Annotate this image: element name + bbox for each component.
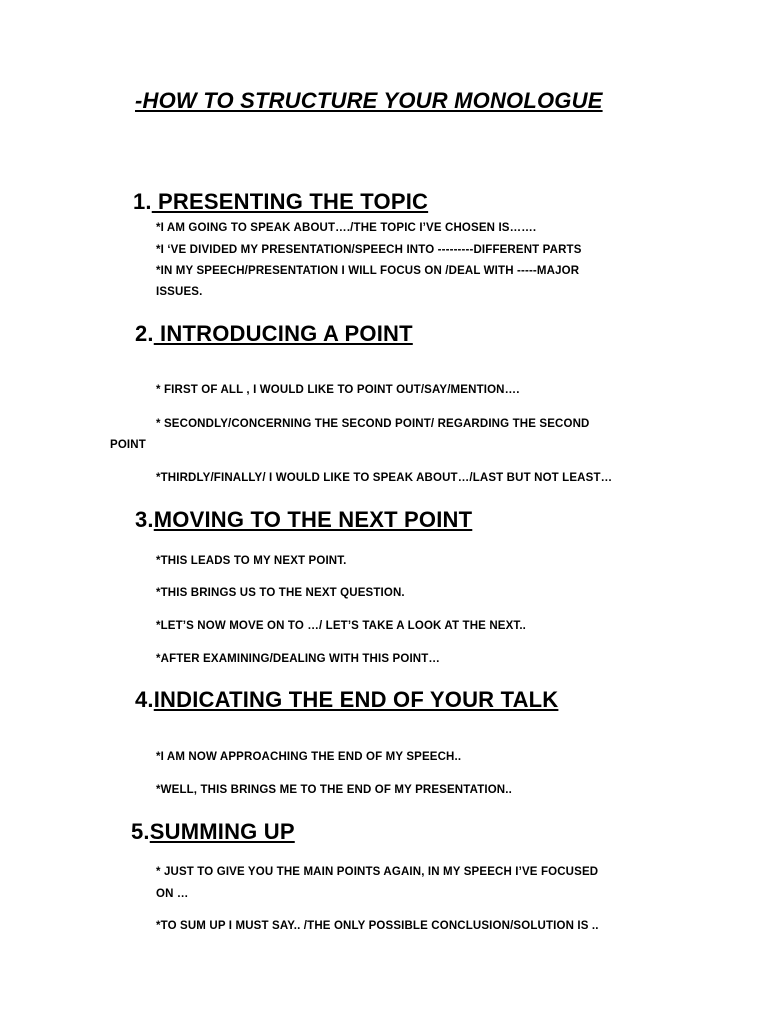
- section-2-number: 2.: [135, 321, 154, 346]
- section-4-number: 4.: [135, 687, 154, 712]
- page-title: -HOW TO STRUCTURE YOUR MONOLOGUE: [135, 88, 603, 113]
- section-3-line-3: *LET’S NOW MOVE ON TO …/ LET’S TAKE A LOOK AT THE NEXT..: [156, 620, 527, 632]
- section-5-number: 5.: [131, 819, 150, 844]
- section-5-line-2: ON …: [156, 888, 189, 900]
- section-4-line-2: *WELL, THIS BRINGS ME TO THE END OF MY PRESENTATION..: [156, 784, 512, 796]
- section-5-heading: [131, 819, 295, 845]
- section-3-number: 3.: [135, 507, 154, 532]
- section-1-line-4: ISSUES.: [156, 286, 203, 298]
- section-1-line-2: *I ‘VE DIVIDED MY PRESENTATION/SPEECH INTO ---------DIFFERENT PARTS: [156, 244, 582, 256]
- section-3-line-4: *AFTER EXAMINING/DEALING WITH THIS POINT…: [156, 653, 441, 665]
- section-3-title: MOVING TO THE NEXT POINT: [153, 507, 473, 532]
- section-1-number: 1.: [133, 189, 152, 214]
- section-4-title: INDICATING THE END OF YOUR TALK: [153, 687, 559, 712]
- section-4-line-1: *I AM NOW APPROACHING THE END OF MY SPEECH..: [156, 751, 462, 763]
- section-1-heading: [133, 189, 428, 215]
- section-4-heading: [135, 687, 558, 713]
- section-3-line-2: *THIS BRINGS US TO THE NEXT QUESTION.: [156, 587, 405, 599]
- section-1-title: PRESENTING THE TOPIC: [151, 189, 429, 214]
- section-2-line-4: *THIRDLY/FINALLY/ I WOULD LIKE TO SPEAK ABOUT…/LAST BUT NOT LEAST…: [156, 472, 613, 484]
- section-1-line-1: *I AM GOING TO SPEAK ABOUT…./THE TOPIC I’VE CHOSEN IS…….: [156, 222, 537, 234]
- section-5-line-3: *TO SUM UP I MUST SAY.. /THE ONLY POSSIBLE CONCLUSION/SOLUTION IS ..: [156, 920, 599, 932]
- section-2-title: INTRODUCING A POINT: [153, 321, 413, 346]
- section-2-line-3: POINT: [110, 439, 146, 451]
- section-2-line-1: * FIRST OF ALL , I WOULD LIKE TO POINT OUT/SAY/MENTION….: [156, 384, 520, 396]
- section-5-title: SUMMING UP: [149, 819, 295, 844]
- section-5-line-1: * JUST TO GIVE YOU THE MAIN POINTS AGAIN, IN MY SPEECH I’VE FOCUSED: [156, 866, 599, 878]
- section-3-heading: [135, 507, 472, 533]
- section-1-line-3: *IN MY SPEECH/PRESENTATION I WILL FOCUS ON /DEAL WITH -----MAJOR: [156, 265, 580, 277]
- section-2-heading: [135, 321, 413, 347]
- section-3-line-1: *THIS LEADS TO MY NEXT POINT.: [156, 555, 347, 567]
- section-2-line-2: * SECONDLY/CONCERNING THE SECOND POINT/ REGARDING THE SECOND: [156, 418, 590, 430]
